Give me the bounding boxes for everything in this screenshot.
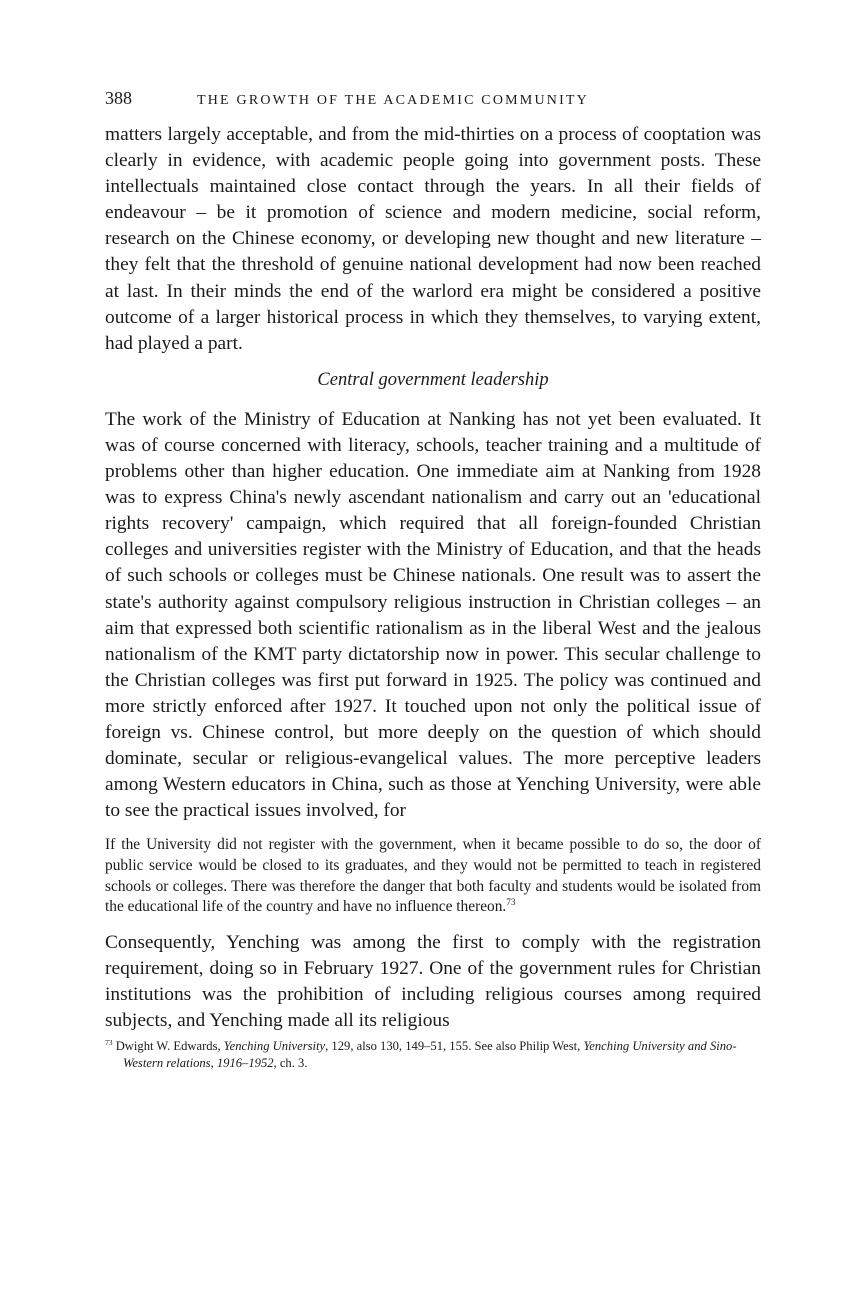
book-page [105,88,761,1071]
block-quote [105,835,761,917]
footnote-middle: , 129, also 130, 149–51, 155. See also Philip West, [325,1039,584,1054]
footnote-title-2: Yenching University and Sino-Western relations, 1916–1952 [123,1039,737,1070]
footnote-number: 73 [105,1037,113,1047]
page-number: 388 [105,88,132,108]
paragraph-1: matters largely acceptable, and from the mid-thirties on a process of cooptation was clearly in evidence, with academic people going into government posts. These intellectuals maintained close contact through the years. In all their fields of endeavour – be it promotion of science and modern medicine, social reform, research on the Chinese economy, or developing new thought and new literature – they felt that the threshold of genuine national development had now been reached at last. In their minds the end of the warlord era might be considered a positive outcome of a larger historical process in which they themselves, to varying extent, had played a part. [105,124,761,354]
footnote-73 [105,1038,761,1071]
footnote-end: , ch. 3. [273,1055,308,1070]
paragraph-3: Consequently, Yenching was among the first to comply with the registration requirement, doing so in February 1927. One of the government rules for Christian institutions was the prohibition of including religious courses among required subjects, and Yenching made all its religious [105,931,761,1031]
section-heading: Central government leadership [317,369,549,390]
footnote-author: Dwight W. Edwards, [115,1039,224,1054]
footnote-title-1: Yenching University [223,1039,326,1054]
paragraph-2: The work of the Ministry of Education at Nanking has not yet been evaluated. It was of course concerned with literacy, schools, teacher training and a multitude of problems other than higher education. One immediate aim at Nanking from 1928 was to express China's newly ascendant nationalism and carry out an 'educational rights recovery' campaign, which required that all foreign-founded Christian colleges and universities register with the Ministry of Education, and that the heads of such schools or colleges must be Chinese nationals. One result was to assert the state's authority against compulsory religious instruction in Christian colleges – an aim that expressed both scientific rationalism as in the liberal West and the jealous nationalism of the KMT party dictatorship now in power. This secular challenge to the Christian colleges was first put forward in 1925. The policy was continued and more strictly enforced after 1927. It touched upon not only the political issue of foreign vs. Chinese control, but more deeply on the question of which should dominate, secular or religious-evangelical values. The more perceptive leaders among Western educators in China, such as those at Yenching University, were able to see the practical issues involved, for [105,408,761,822]
page-header [105,88,761,114]
running-head: THE GROWTH OF THE ACADEMIC COMMUNITY [197,93,589,108]
quote-note-ref: 73 [506,897,516,907]
quote-text: If the University did not register with the government, when it became possible to do so, the door of public service would be closed to its graduates, and they would not be permitted to teach in registered schools or colleges. There was therefore the danger that both faculty and students would be isolated from the educational life of the country and have no influence thereon. [105,836,761,916]
